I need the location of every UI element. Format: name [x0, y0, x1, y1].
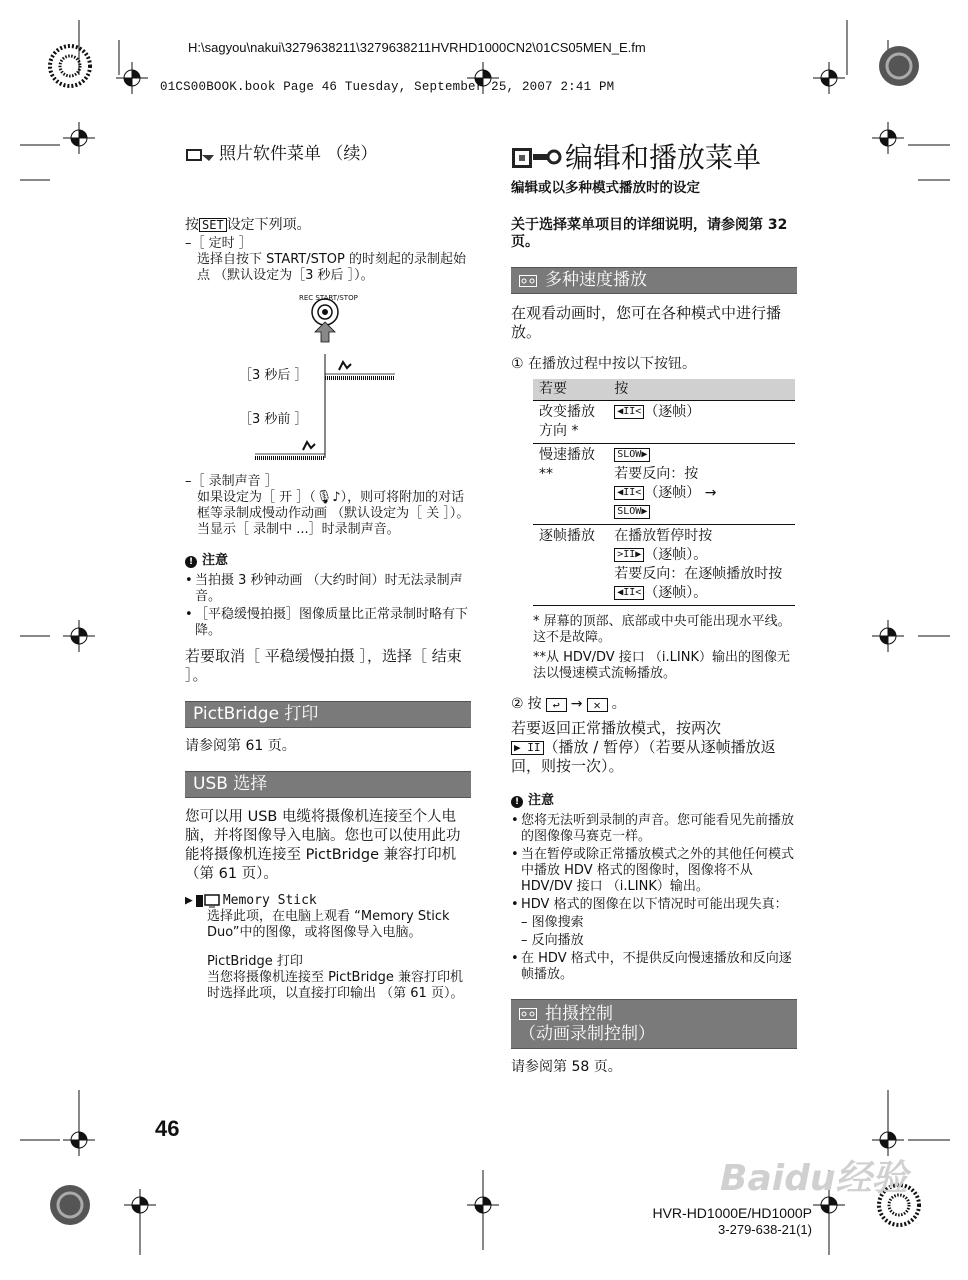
rec-label: REC START/STOP	[299, 294, 358, 302]
vsp-bar: 多种速度播放	[511, 267, 797, 294]
frame-forward-key: >II▶	[614, 548, 644, 562]
frame-back-key: ◀II<	[614, 586, 644, 600]
note-item: • 当在暂停或除正常播放模式之外的其他任何模式中播放 HDV 格式的图像时，图像将不从 HDV/DV 接口 （i.LINK）输出。	[511, 847, 797, 895]
note-heading: ! 注意	[185, 552, 471, 569]
play-pause-key: ▶ II	[511, 741, 544, 755]
pictbridge-option-desc: 当您将摄像机连接至 PictBridge 兼容打印机时选择此项，以直接打印输出 （第 61 页）。	[207, 970, 464, 1001]
slow-key: SLOW▶	[614, 505, 650, 519]
photo-menu-icon	[185, 147, 215, 163]
edit-play-menu-title	[511, 140, 797, 176]
intro-text: 关于选择菜单项目的详细说明，请参阅第 32 页。	[511, 217, 788, 250]
rec-control-ref: 请参阅第 58 页。	[511, 1059, 622, 1075]
table-row: 改变播放方向 * ◀II< （逐帧）	[533, 401, 795, 444]
arrow-icon: →	[570, 696, 583, 712]
right-column	[511, 140, 797, 1076]
selected-arrow-icon: ▶	[185, 893, 193, 908]
sub-note: – 图像搜索	[521, 915, 584, 930]
note-item: • 您将无法听到录制的声音。您可能看见先前播放的图像像马赛克一样。	[511, 813, 797, 845]
table-row: 逐帧播放 在播放暂停时按 >II▶ （逐帧）。 若要反向：在逐帧播放时按 ◀II< （逐帧）。	[533, 525, 795, 606]
return-text: 若要返回正常播放模式，按两次 ▶ II （播放 / 暂停）（若要从逐帧播放返回，则按一次）。	[511, 719, 776, 775]
pictbridge-bar: PictBridge 打印	[185, 701, 471, 728]
frame-back-key: ◀II<	[614, 405, 644, 419]
table-row: 慢速播放 ** SLOW▶ 若要反向：按 ◀II< （逐帧） → SLOW▶	[533, 444, 795, 525]
note-heading: ! 注意	[511, 792, 797, 809]
memory-stick-option: ▶ Memory Stick	[185, 893, 317, 908]
watermark: Baidu经验	[720, 1158, 908, 1199]
slow-key: SLOW▶	[614, 448, 650, 462]
photo-menu-title	[185, 146, 471, 163]
note-icon: !	[511, 796, 523, 808]
subtitle: 编辑或以多种模式播放时的设定	[511, 180, 700, 196]
usb-body: 您可以用 USB 电缆将摄像机连接至个人电脑，并将图像导入电脑。您也可以使用此功能将摄像机连接至 PictBridge 兼容打印机 （第 61 页）。	[185, 809, 461, 882]
rec-control-bar: 拍摄控制 （动画录制控制）	[511, 999, 797, 1049]
memory-stick-desc: 选择此项，在电脑上观看 “Memory Stick Duo”中的图像，或将图像导入电脑。	[207, 909, 450, 940]
book-info-line: 01CS00BOOK.book Page 46 Tuesday, September 25, 2007 2:41 PM	[160, 80, 615, 94]
timer-heading: –［ 定时 ］	[185, 236, 252, 251]
footnote-1: * 屏幕的顶部、底部或中央可能出现水平线。这不是故障。	[533, 614, 791, 645]
pictbridge-ref: 请参阅第 61 页。	[185, 738, 296, 754]
memory-stick-icon	[196, 894, 220, 908]
press-set-line: 按 SET 设定下列项。	[185, 217, 311, 233]
footnote-2: **从 HDV/DV 接口 （i.LINK）输出的图像无法以慢速模式流畅播放。	[533, 650, 790, 681]
timer-diagram	[185, 284, 471, 468]
sound-body-2: 当显示［ 录制中 ...］时录制声音。	[197, 522, 400, 537]
frame-back-key: ◀II<	[614, 486, 644, 500]
press-arrow-icon	[315, 322, 335, 342]
note-item: • 在 HDV 格式中，不提供反向慢速播放和反向逐帧播放。	[511, 951, 797, 983]
timer-diagram-svg	[185, 298, 471, 468]
return-key-icon: ↩	[546, 698, 567, 712]
section-title: 编辑和播放菜单	[565, 141, 762, 174]
step-2: ② 按 ↩ → ✕ 。	[511, 696, 626, 712]
runner-icon	[303, 442, 315, 450]
edit-play-menu-icon	[511, 144, 563, 172]
before-label: ［3 秒前 ］	[239, 412, 308, 427]
tape-icon	[519, 275, 537, 287]
sound-body: 如果设定为［ 开 ］（🎙♪），则可将附加的对话框等录制成慢动作动画 （默认设定为［ 关 ］）。	[197, 490, 470, 521]
pictbridge-option-title: PictBridge 打印	[207, 954, 303, 969]
timer-body: 选择自按下 START/STOP 的时刻起的录制起始点 （默认设定为［3 秒后 ］）。	[197, 252, 467, 283]
close-key-icon: ✕	[587, 698, 608, 712]
section-title: 照片软件菜单 （续）	[219, 144, 378, 164]
sub-note: – 反向播放	[521, 933, 584, 948]
page-number: 46	[155, 1116, 180, 1141]
vsp-body: 在观看动画时，您可在各种模式中进行播放。	[511, 304, 782, 341]
set-key: SET	[199, 218, 227, 232]
usb-bar: USB 选择	[185, 771, 471, 798]
file-path: H:\sagyou\nakui\3279638211\3279638211HVRHD1000CN2\01CS05MEN_E.fm	[188, 40, 646, 55]
note-item: • ［平稳缓慢拍摄］图像质量比正常录制时略有下降。	[185, 607, 471, 639]
step-1: ① 在播放过程中按以下按钮。	[511, 356, 697, 372]
cancel-text: 若要取消［ 平稳缓慢拍摄 ］，选择［ 结束 ］。	[185, 647, 462, 684]
left-column	[185, 146, 471, 1002]
note-icon: !	[185, 556, 197, 568]
runner-icon	[339, 362, 351, 370]
button-table	[533, 379, 795, 606]
note-item: • HDV 格式的图像在以下情况时可能出现失真：	[511, 897, 797, 913]
mic-note-icon: 🎙♪	[315, 490, 341, 505]
after-label: ［3 秒后 ］	[239, 368, 308, 383]
tape-icon	[519, 1008, 537, 1020]
sound-heading: –［ 录制声音 ］	[185, 474, 278, 489]
model-number: HVR-HD1000E/HD1000P	[652, 1205, 812, 1221]
part-code: 3-279-638-21(1)	[718, 1222, 812, 1237]
note-item: • 当拍摄 3 秒钟动画 （大约时间）时无法录制声音。	[185, 573, 471, 605]
table-header: 若要 按	[533, 379, 795, 401]
